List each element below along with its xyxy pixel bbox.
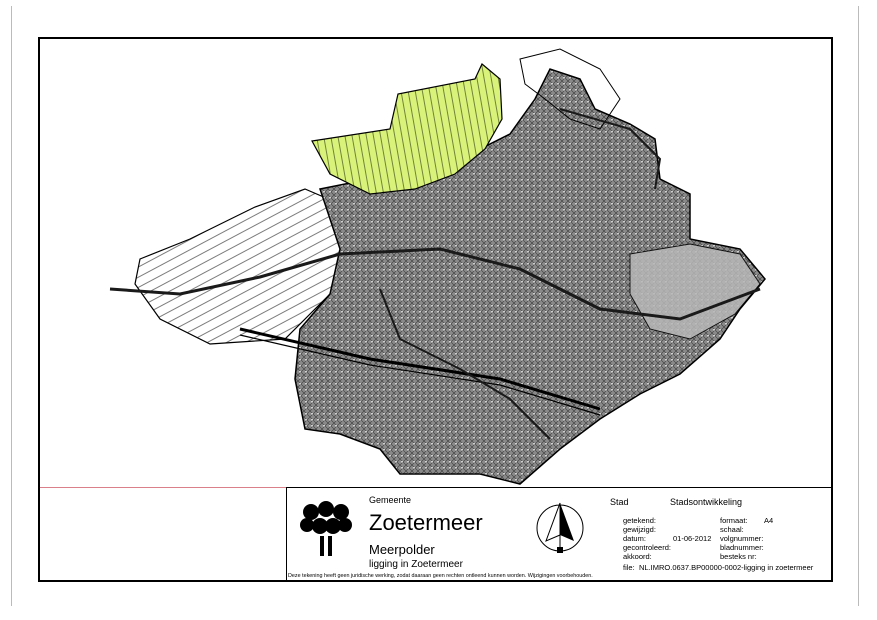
page-left-edge xyxy=(11,6,12,606)
field-label: akkoord: xyxy=(623,552,652,561)
municipality-name: Zoetermeer xyxy=(369,510,483,535)
field-value: A4 xyxy=(764,516,774,525)
plan-name: Meerpolder xyxy=(369,542,435,557)
field-label: gewijzigd: xyxy=(623,525,656,534)
municipality-prefix: Gemeente xyxy=(369,495,412,505)
north-arrow-icon xyxy=(536,501,584,555)
field-label: volgnummer: xyxy=(720,534,764,543)
file-label: file: xyxy=(623,563,635,572)
page-right-edge xyxy=(858,6,859,606)
industrial-area-east xyxy=(630,244,760,339)
field-label: datum: xyxy=(623,534,646,543)
field-label: schaal: xyxy=(720,525,744,534)
department-name: Stadsontwikkeling xyxy=(670,497,743,507)
field-label: besteks nr: xyxy=(720,552,757,561)
tree-logo-icon xyxy=(297,500,355,558)
department-label: Stad xyxy=(610,497,629,507)
accent-rule xyxy=(40,487,286,488)
field-label: formaat: xyxy=(720,516,748,525)
field-label: bladnummer: xyxy=(720,543,764,552)
disclaimer-text: Deze tekening heeft geen juridische werking, zodat daaraan geen rechten ontleend kunnen worden. Wijzigingen voorbehouden. xyxy=(288,573,593,579)
field-label: getekend: xyxy=(623,516,656,525)
field-value: 01-06-2012 xyxy=(673,534,712,543)
map-subtitle: ligging in Zoetermeer xyxy=(369,559,463,570)
field-label: gecontroleerd: xyxy=(623,543,671,552)
file-name: NL.IMRO.0637.BP00000-0002-ligging in zoetermeer xyxy=(639,563,814,572)
title-block xyxy=(286,487,833,582)
municipality-map xyxy=(40,39,831,486)
